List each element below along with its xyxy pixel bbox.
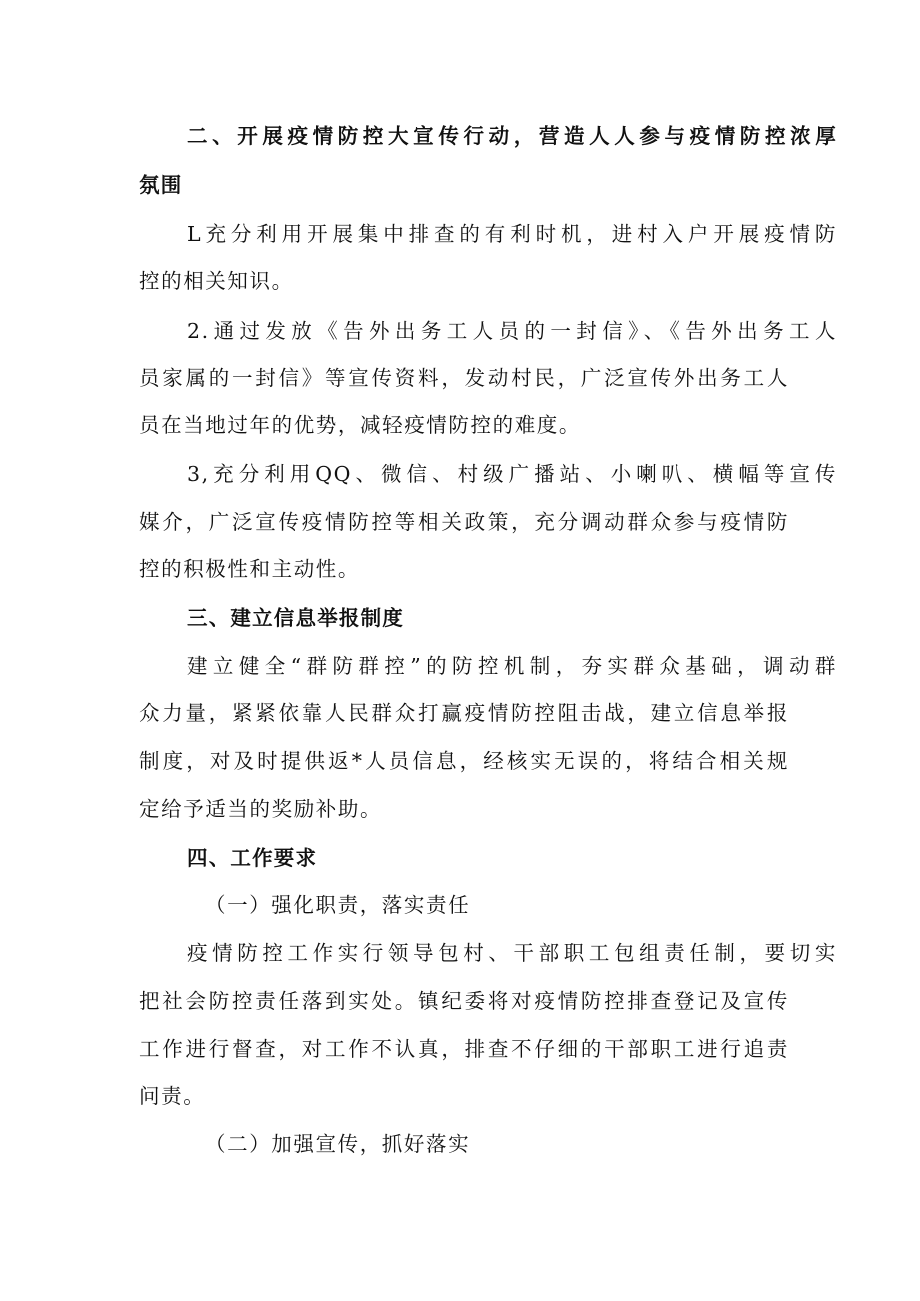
section-3-paragraph-line-4: 定给予适当的奖励补助。 [139, 797, 383, 821]
section-3-paragraph-line-2: 众力量，紧紧依靠人民群众打赢疫情防控阻击战，建立信息举报 [139, 701, 789, 725]
section-2-item-3-line-3: 控的积极性和主动性。 [139, 557, 360, 581]
section-2-item-1-line-1: L充分利用开展集中排查的有利时机，进村入户开展疫情防 [187, 222, 837, 246]
section-2-item-3-line-1: 3,充分利用QQ、微信、村级广播站、小喇叭、横幅等宣传 [187, 462, 837, 486]
section-2-item-2-line-3: 员在当地过年的优势，减轻疫情防控的难度。 [139, 413, 581, 437]
section-2-item-2-line-1: 2.通过发放《告外出务工人员的一封信》、《告外出务工人 [187, 319, 837, 343]
section-3-paragraph-line-1: 建立健全“群防群控”的防控机制，夯实群众基础，调动群 [187, 654, 837, 678]
section-2-heading-line-2: 氛围 [139, 173, 183, 197]
section-4-paragraph-line-3: 工作进行督查，对工作不认真，排查不仔细的干部职工进行追责 [139, 1037, 789, 1061]
section-4-paragraph-line-2: 把社会防控责任落到实处。镇纪委将对疫情防控排查登记及宣传 [139, 989, 789, 1013]
section-4-paragraph-line-1: 疫情防控工作实行领导包村、干部职工包组责任制，要切实 [187, 941, 837, 965]
section-2-item-3-line-2: 媒介，广泛宣传疫情防控等相关政策，充分调动群众参与疫情防 [139, 510, 789, 534]
section-3-paragraph-line-3: 制度，对及时提供返*人员信息，经核实无误的，将结合相关规 [139, 749, 789, 773]
section-4-subheading-2: （二）加强宣传，抓好落实 [205, 1132, 471, 1156]
section-4-heading: 四、工作要求 [187, 846, 318, 870]
section-4-paragraph-line-4: 问责。 [139, 1084, 206, 1108]
section-4-subheading-1: （一）强化职责，落实责任 [205, 893, 471, 917]
section-2-item-1-line-2: 控的相关知识。 [139, 269, 294, 293]
section-2-item-2-line-2: 员家属的一封信》等宣传资料，发动村民，广泛宣传外出务工人 [139, 366, 789, 390]
section-3-heading: 三、建立信息举报制度 [187, 606, 404, 630]
section-2-heading-line-1: 二、开展疫情防控大宣传行动，营造人人参与疫情防控浓厚 [187, 124, 837, 148]
